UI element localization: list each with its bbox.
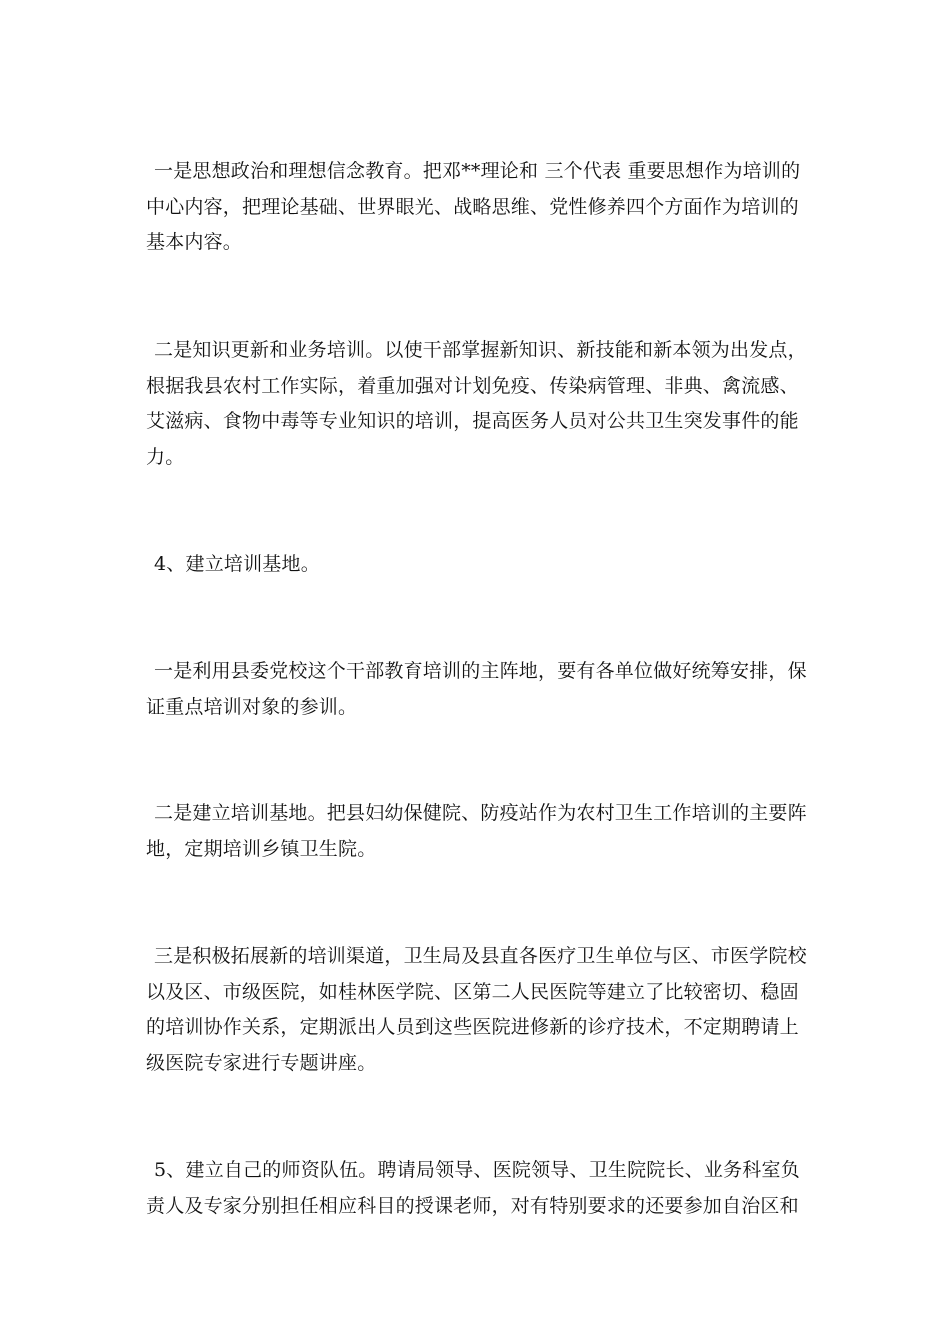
paragraph-training-base: [146, 796, 812, 867]
paragraph-text: 二是建立培训基地。把县妇幼保健院、防疫站作为农村卫生工作培训的主要阵地，定期培训乡镇卫生院。: [146, 802, 807, 860]
paragraph-ideology-education: [146, 154, 812, 261]
paragraph-text: 5、建立自己的师资队伍。聘请局领导、医院领导、卫生院院长、业务科室负责人及专家分别担任相应科目的授课老师，对有特别要求的还要参加自治区和: [146, 1159, 800, 1217]
paragraph-teaching-staff: [146, 1153, 812, 1224]
heading-text: 4、建立培训基地。: [154, 553, 320, 575]
section-heading-training-base: [146, 547, 812, 583]
paragraph-party-school: [146, 654, 812, 725]
paragraph-text: 一是思想政治和理想信念教育。把邓**理论和 三个代表 重要思想作为培训的中心内容，把理论基础、世界眼光、战略思维、党性修养四个方面作为培训的基本内容。: [146, 160, 801, 253]
paragraph-text: 二是知识更新和业务培训。以使干部掌握新知识、新技能和新本领为出发点，根据我县农村工作实际，着重加强对计划免疫、传染病管理、非典、禽流感、艾滋病、食物中毒等专业知识的培训，提高医务人员对公共卫生突发事件的能力。: [146, 339, 807, 468]
paragraph-text: 三是积极拓展新的培训渠道，卫生局及县直各医疗卫生单位与区、市医学院校以及区、市级医院，如桂林医学院、区第二人民医院等建立了比较密切、稳固的培训协作关系，定期派出人员到这些医院进修新的诊疗技术，不定期聘请上级医院专家进行专题讲座。: [146, 945, 807, 1074]
paragraph-knowledge-training: [146, 333, 812, 475]
paragraph-training-channels: [146, 939, 812, 1081]
paragraph-text: 一是利用县委党校这个干部教育培训的主阵地，要有各单位做好统筹安排，保证重点培训对象的参训。: [146, 660, 807, 718]
